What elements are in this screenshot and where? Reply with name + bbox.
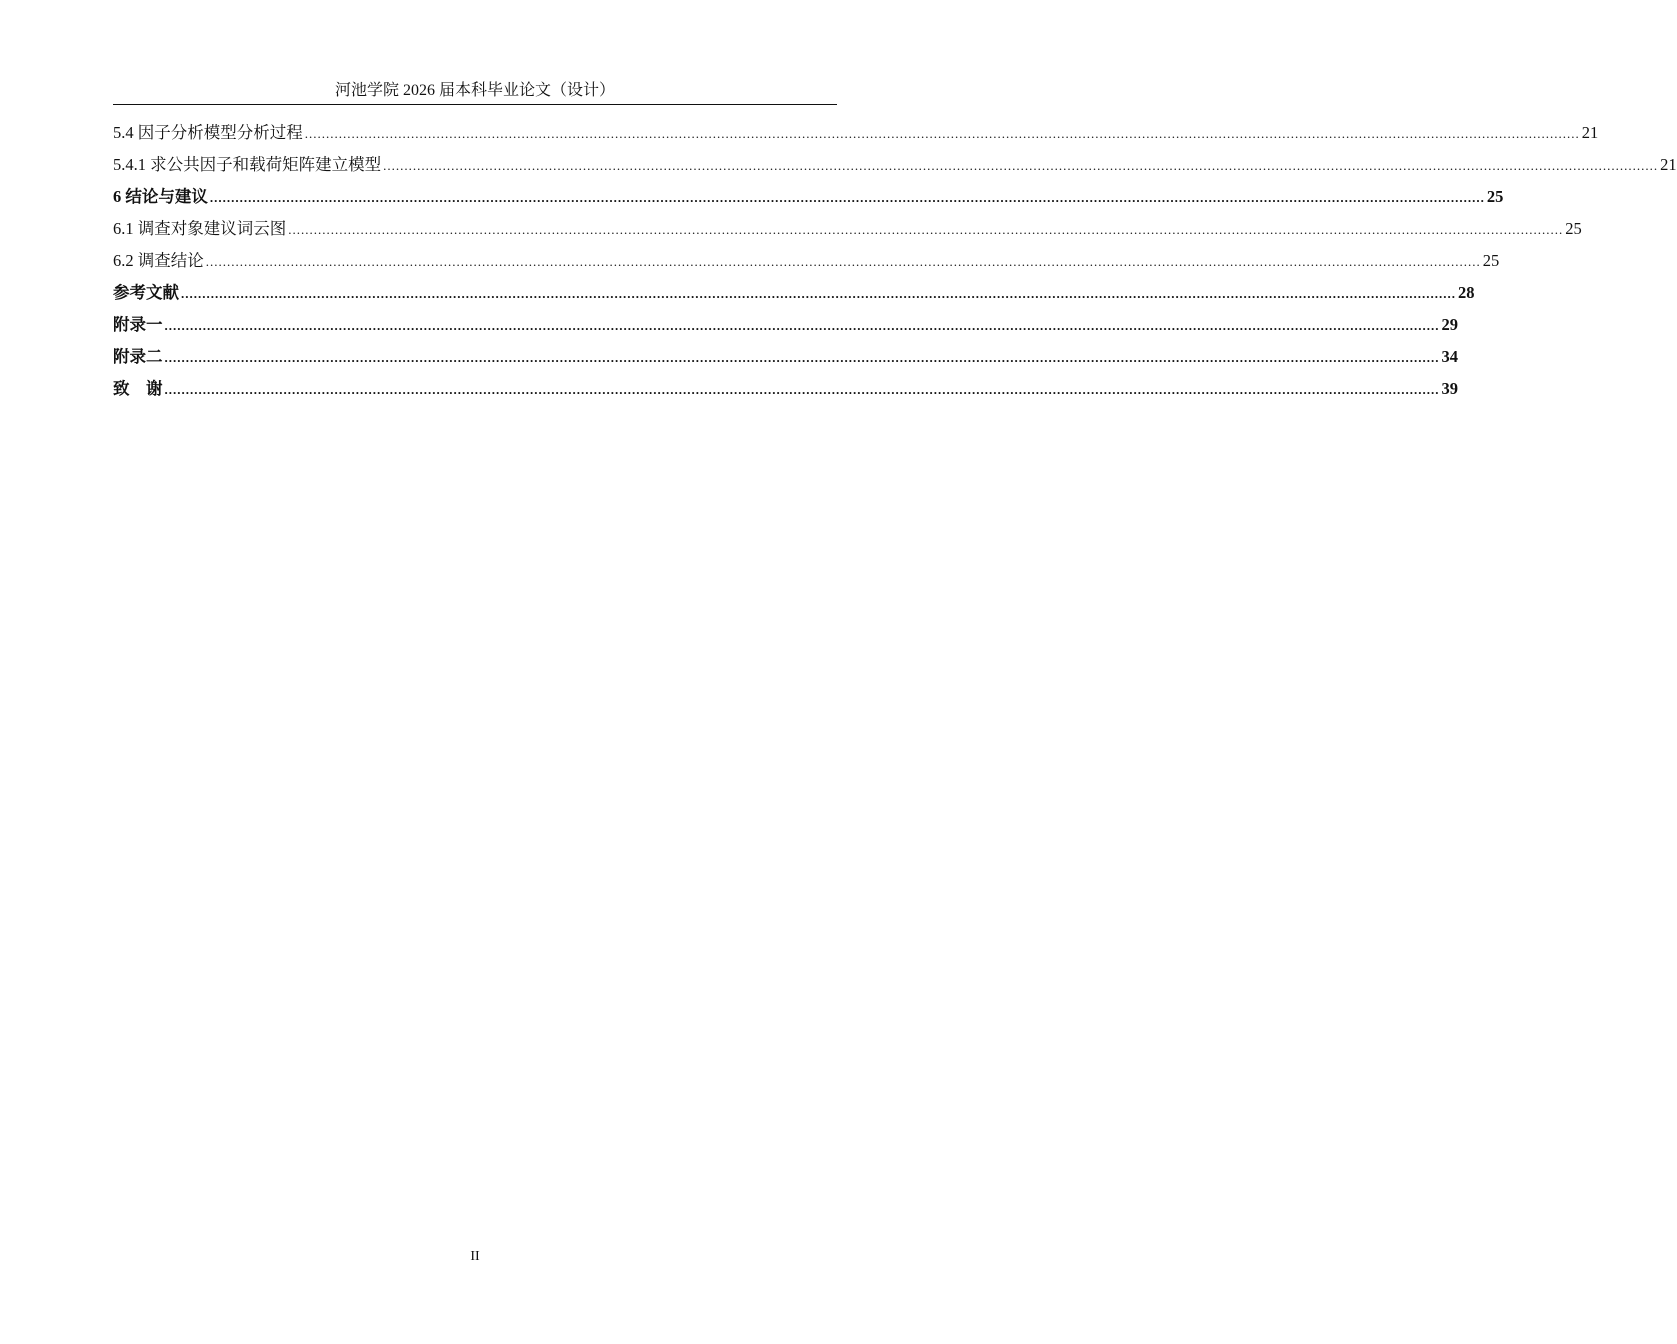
toc-entry-label: 附录二 <box>113 347 163 366</box>
toc-entry-label: 5.4 因子分析模型分析过程 <box>113 123 303 142</box>
toc-entry-page: 25 <box>1565 219 1582 238</box>
toc-entry[interactable] <box>113 309 1458 341</box>
header-rule <box>113 104 837 105</box>
toc-entry-label: 参考文献 <box>113 283 179 302</box>
toc-leader: ............................................................................................................................................................................................................................................................................................................ <box>205 254 1481 269</box>
toc-entry-page: 25 <box>1482 251 1500 270</box>
toc-entry-label: 附录一 <box>113 315 163 334</box>
toc-entry-page: 21 <box>1581 123 1599 142</box>
toc-entry[interactable] <box>113 245 1500 277</box>
toc-entry[interactable] <box>113 117 1599 149</box>
toc-leader: ............................................................................................................................................................................................................................................................................................................ <box>181 286 1456 301</box>
toc-leader: ............................................................................................................................................................................................................................................................................................................ <box>209 190 1485 205</box>
toc-entry[interactable] <box>113 277 1475 309</box>
toc-leader: ............................................................................................................................................................................................................................................................................................................ <box>383 158 1659 173</box>
toc-entry-label: 6.1 调查对象建议词云图 <box>113 219 287 238</box>
toc-entry-page: 21 <box>1660 155 1677 174</box>
toc-entry-page: 25 <box>1486 187 1504 206</box>
toc-leader: ............................................................................................................................................................................................................................................................................................................ <box>304 126 1580 141</box>
toc-leader: ............................................................................................................................................................................................................................................................................................................ <box>164 382 1440 397</box>
toc-entry[interactable] <box>113 213 1582 245</box>
toc-entry-label: 6.2 调查结论 <box>113 251 204 270</box>
toc-entry-label: 6 结论与建议 <box>113 187 208 206</box>
toc-entry[interactable] <box>113 373 1458 405</box>
toc-leader: ............................................................................................................................................................................................................................................................................................................ <box>288 222 1564 237</box>
toc-entry-page: 39 <box>1441 379 1458 398</box>
page-header: 河池学院 2026 届本科毕业论文（设计） <box>334 82 615 99</box>
toc-entry-page: 34 <box>1441 347 1458 366</box>
toc-entry[interactable] <box>113 149 1677 181</box>
toc-leader: ............................................................................................................................................................................................................................................................................................................ <box>164 318 1440 333</box>
toc-entry-label: 5.4.1 求公共因子和载荷矩阵建立模型 <box>113 155 382 174</box>
toc-entry-page: 28 <box>1458 283 1475 302</box>
toc-entry[interactable] <box>113 181 1504 213</box>
toc-entry-page: 29 <box>1441 315 1458 334</box>
toc-entry-label: 致 谢 <box>113 379 163 398</box>
table-of-contents <box>113 117 1677 405</box>
toc-entry[interactable] <box>113 341 1458 373</box>
toc-leader: ............................................................................................................................................................................................................................................................................................................ <box>164 350 1440 365</box>
page-number: II <box>470 1249 480 1264</box>
